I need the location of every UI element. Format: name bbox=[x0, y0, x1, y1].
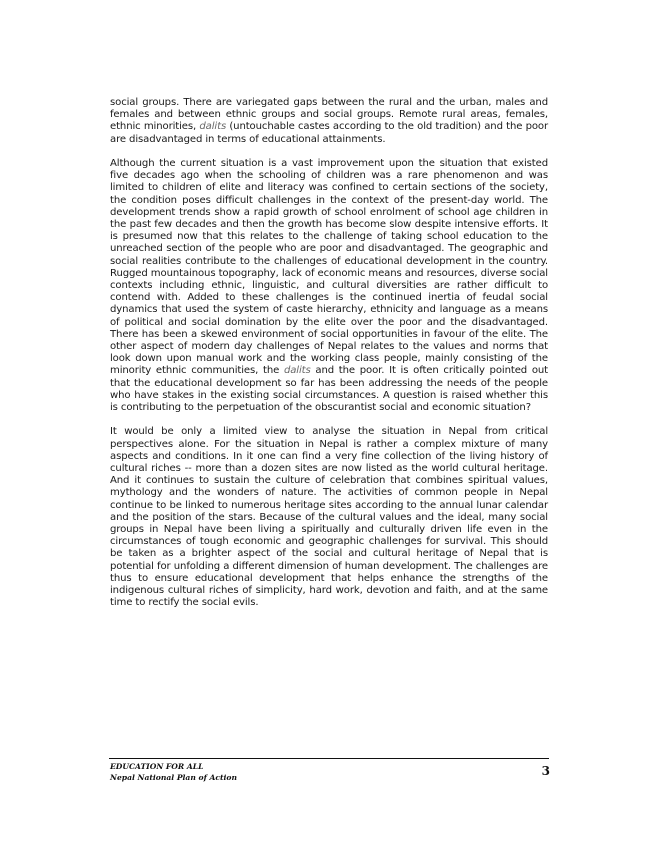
footer-divider bbox=[109, 758, 549, 759]
dalits-term: dalits bbox=[283, 365, 311, 377]
body-text bbox=[110, 97, 548, 622]
paragraph-1-text-a: social groups. There are variegated gaps between the rural and the urban, males and females and between ethnic groups and social groups. Remote rural areas, females, ethnic minorities, bbox=[110, 97, 548, 133]
footer-subtitle: Nepal National Plan of Action bbox=[110, 772, 237, 782]
paragraph-2 bbox=[110, 158, 548, 414]
dalits-term: dalits bbox=[199, 121, 227, 133]
paragraph-1-text-b: (untouchable castes according to the old tradition) and the poor are disadvantaged in terms of educational attainments. bbox=[110, 121, 549, 145]
footer-title: EDUCATION FOR ALL bbox=[110, 762, 204, 771]
paragraph-2-text-b: and the poor. It is often critically pointed out that the educational development so far has been addressing the needs of the people who have stakes in the existing social circumstances. A question is raised whether this is contributing to the perpetuation of the obscurantist social and economic situation? bbox=[110, 365, 548, 414]
paragraph-3: It would be only a limited view to analyse the situation in Nepal from critical perspectives alone. For the situation in Nepal is rather a complex mixture of many aspects and conditions. In it one can find a very fine collection of the living history of cultural riches -- more than a dozen sites are now listed as the world cultural heritage. And it continues to sustain the culture of celebration that combines spiritual values, mythology and the wonders of nature. The activities of common people in Nepal continue to be linked to numerous heritage sites according to the annual lunar calendar and the position of the stars. Because of the cultural values and the ideal, many social groups in Nepal have been living a spiritually and culturally driven life even in the circumstances of tough economic and geographic challenges for survival. This should be taken as a brighter aspect of the social and cultural heritage of Nepal that is potential for unfolding a different dimension of human development. The challenges are thus to ensure educational development that helps enhance the strengths of the indigenous cultural riches of simplicity, hard work, devotion and faith, and at the same time to rectify the social evils. bbox=[110, 426, 548, 609]
paragraph-2-text-a: Although the current situation is a vast improvement upon the situation that existed five decades ago when the schooling of children was a rare phenomenon and was limited to children of elite and literacy was confined to certain sections of the society, the condition poses difficult challenges in the context of the present-day world. The development trends show a rapid growth of school enrolment of school age children in the past few decades and then the growth has become slow despite intensive efforts. It is presumed now that this relates to the challenge of taking school education to the unreached section of the people who are poor and disadvantaged. The geographic and social realities contribute to the challenges of educational development in the country. Rugged mountainous topography, lack of economic means and resources, diverse social contexts including ethnic, linguistic, and cultural diversities are rather difficult to contend with. Added to these challenges is the continued inertia of feudal social dynamics that used the system of caste hierarchy, ethnicity and language as a means of political and social domination by the elite over the poor and the disadvantaged. There has been a skewed environment of social opportunities in favour of the elite. The other aspect of modern day challenges of Nepal relates to the values and norms that look down upon manual work and the working class people, mainly consisting of the minority ethnic communities, the bbox=[110, 158, 548, 377]
page-number: 3 bbox=[541, 764, 550, 778]
paragraph-1 bbox=[110, 97, 548, 146]
footer-title-block bbox=[110, 762, 237, 783]
